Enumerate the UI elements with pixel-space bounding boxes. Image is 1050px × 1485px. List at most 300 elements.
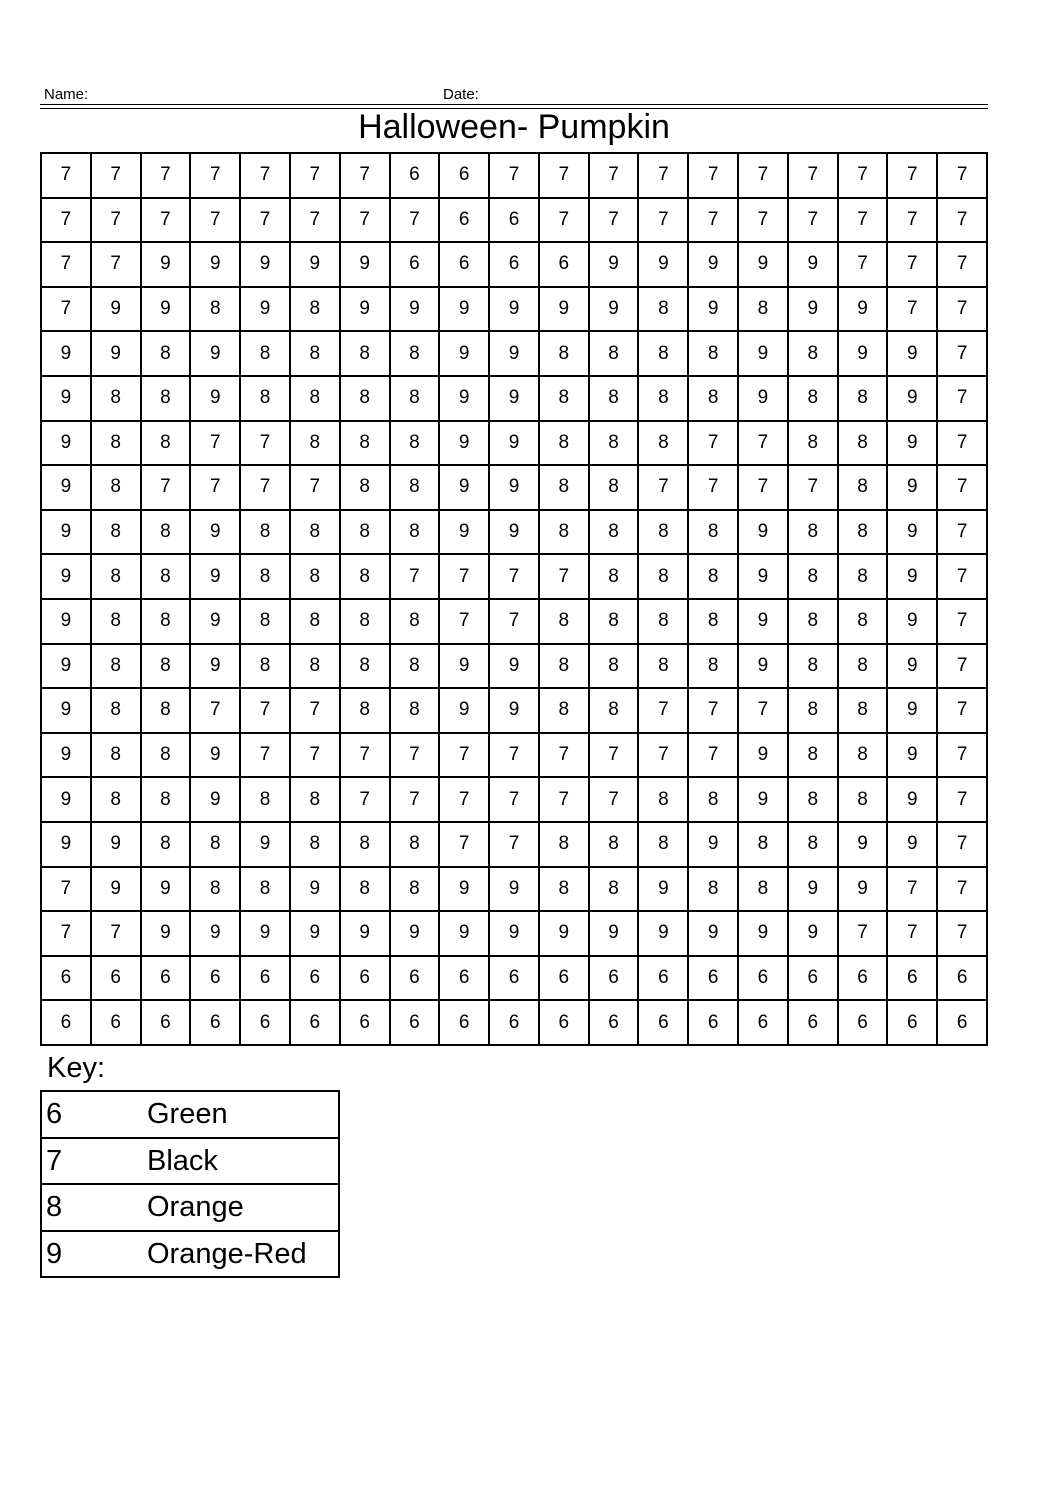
grid-cell: 7 — [540, 778, 590, 823]
grid-cell: 7 — [490, 555, 540, 600]
grid-cell: 6 — [440, 199, 490, 244]
grid-cell: 7 — [490, 823, 540, 868]
grid-cell: 6 — [440, 1001, 490, 1046]
grid-cell: 9 — [341, 243, 391, 288]
grid-cell: 9 — [42, 778, 92, 823]
grid-cell: 8 — [839, 600, 889, 645]
grid-cell: 8 — [391, 868, 441, 913]
grid-cell: 9 — [440, 511, 490, 556]
grid-cell: 7 — [191, 199, 241, 244]
grid-cell: 9 — [440, 288, 490, 333]
grid-cell: 8 — [341, 466, 391, 511]
key-color-name: Green — [147, 1098, 228, 1130]
grid-cell: 8 — [341, 645, 391, 690]
grid-cell: 7 — [938, 734, 988, 779]
grid-cell: 8 — [739, 868, 789, 913]
grid-cell: 9 — [42, 645, 92, 690]
grid-cell: 8 — [291, 823, 341, 868]
grid-cell: 7 — [341, 154, 391, 199]
grid-cell: 7 — [291, 689, 341, 734]
grid-cell: 8 — [839, 377, 889, 422]
grid-cell: 8 — [391, 511, 441, 556]
grid-cell: 6 — [440, 957, 490, 1002]
grid-cell: 7 — [739, 422, 789, 467]
key-color-name: Orange — [147, 1191, 244, 1223]
grid-cell: 8 — [341, 689, 391, 734]
grid-cell: 8 — [789, 511, 839, 556]
grid-cell: 9 — [789, 288, 839, 333]
grid-cell: 7 — [938, 689, 988, 734]
grid-cell: 7 — [291, 466, 341, 511]
grid-cell: 9 — [839, 288, 889, 333]
grid-cell: 9 — [341, 912, 391, 957]
grid-cell: 9 — [241, 823, 291, 868]
grid-cell: 8 — [789, 823, 839, 868]
grid-cell: 8 — [540, 689, 590, 734]
grid-cell: 7 — [341, 778, 391, 823]
grid-cell: 7 — [888, 199, 938, 244]
grid-cell: 8 — [241, 555, 291, 600]
grid-cell: 9 — [291, 912, 341, 957]
grid-cell: 9 — [490, 868, 540, 913]
grid-cell: 8 — [142, 377, 192, 422]
grid-cell: 9 — [92, 332, 142, 377]
grid-cell: 7 — [391, 199, 441, 244]
grid-cell: 8 — [241, 600, 291, 645]
key-color-name: Black — [147, 1144, 218, 1177]
key-row — [42, 1139, 338, 1186]
grid-cell: 9 — [490, 511, 540, 556]
grid-cell: 9 — [739, 912, 789, 957]
grid-cell: 7 — [938, 511, 988, 556]
grid-cell: 7 — [92, 912, 142, 957]
grid-cell: 9 — [639, 868, 689, 913]
grid-cell: 9 — [590, 243, 640, 288]
grid-cell: 9 — [440, 332, 490, 377]
grid-cell: 8 — [291, 645, 341, 690]
grid-cell: 7 — [590, 199, 640, 244]
grid-cell: 7 — [241, 199, 291, 244]
grid-cell: 8 — [689, 511, 739, 556]
grid-cell: 9 — [739, 734, 789, 779]
grid-cell: 7 — [639, 466, 689, 511]
grid-cell: 7 — [191, 466, 241, 511]
grid-cell: 7 — [739, 154, 789, 199]
grid-cell: 8 — [590, 422, 640, 467]
grid-cell: 9 — [42, 332, 92, 377]
grid-cell: 7 — [739, 466, 789, 511]
grid-cell: 8 — [739, 823, 789, 868]
grid-cell: 8 — [142, 823, 192, 868]
grid-cell: 7 — [938, 154, 988, 199]
grid-cell: 8 — [789, 600, 839, 645]
grid-cell: 8 — [291, 511, 341, 556]
grid-cell: 8 — [191, 288, 241, 333]
grid-cell: 9 — [888, 823, 938, 868]
grid-cell: 9 — [689, 823, 739, 868]
grid-cell: 9 — [42, 466, 92, 511]
grid-cell: 8 — [241, 868, 291, 913]
grid-cell: 8 — [590, 868, 640, 913]
grid-cell: 7 — [938, 243, 988, 288]
grid-cell: 9 — [540, 288, 590, 333]
grid-cell: 8 — [391, 377, 441, 422]
grid-cell: 9 — [142, 243, 192, 288]
grid-cell: 7 — [92, 243, 142, 288]
grid-cell: 7 — [839, 243, 889, 288]
grid-cell: 7 — [291, 154, 341, 199]
grid-cell: 6 — [938, 1001, 988, 1046]
grid-cell: 9 — [191, 555, 241, 600]
grid-cell: 9 — [739, 600, 789, 645]
grid-cell: 6 — [440, 243, 490, 288]
grid-cell: 8 — [142, 332, 192, 377]
grid-cell: 7 — [689, 689, 739, 734]
grid-cell: 9 — [191, 778, 241, 823]
grid-cell: 9 — [739, 377, 789, 422]
grid-cell: 6 — [639, 957, 689, 1002]
grid-cell: 8 — [391, 332, 441, 377]
grid-cell: 8 — [391, 600, 441, 645]
grid-cell: 8 — [291, 422, 341, 467]
grid-cell: 8 — [92, 555, 142, 600]
grid-cell: 9 — [191, 912, 241, 957]
grid-cell: 9 — [490, 689, 540, 734]
grid-cell: 7 — [440, 778, 490, 823]
grid-cell: 7 — [92, 154, 142, 199]
grid-cell: 8 — [739, 288, 789, 333]
grid-cell: 6 — [789, 957, 839, 1002]
key-number: 6 — [46, 1098, 63, 1130]
grid-cell: 7 — [142, 154, 192, 199]
grid-cell: 7 — [142, 199, 192, 244]
grid-cell: 9 — [590, 288, 640, 333]
grid-cell: 9 — [142, 912, 192, 957]
grid-cell: 8 — [639, 422, 689, 467]
grid-cell: 9 — [241, 912, 291, 957]
grid-cell: 7 — [540, 555, 590, 600]
grid-cell: 9 — [888, 645, 938, 690]
grid-cell: 7 — [490, 600, 540, 645]
grid-cell: 8 — [241, 778, 291, 823]
grid-cell: 8 — [291, 600, 341, 645]
grid-cell: 8 — [291, 778, 341, 823]
grid-cell: 7 — [191, 689, 241, 734]
grid-cell: 9 — [191, 645, 241, 690]
grid-cell: 9 — [839, 823, 889, 868]
grid-cell: 6 — [739, 957, 789, 1002]
grid-cell: 8 — [590, 823, 640, 868]
grid-cell: 6 — [689, 957, 739, 1002]
grid-cell: 6 — [490, 1001, 540, 1046]
grid-cell: 8 — [540, 645, 590, 690]
grid-cell: 8 — [191, 823, 241, 868]
grid-cell: 8 — [689, 332, 739, 377]
grid-cell: 8 — [142, 778, 192, 823]
grid-cell: 6 — [888, 957, 938, 1002]
grid-cell: 7 — [938, 778, 988, 823]
grid-cell: 9 — [639, 243, 689, 288]
grid-cell: 7 — [938, 555, 988, 600]
grid-cell: 9 — [839, 332, 889, 377]
grid-cell: 8 — [142, 645, 192, 690]
grid-cell: 7 — [839, 154, 889, 199]
grid-cell: 7 — [490, 778, 540, 823]
grid-cell: 9 — [739, 555, 789, 600]
grid-cell: 8 — [540, 868, 590, 913]
grid-cell: 9 — [739, 332, 789, 377]
grid-cell: 8 — [391, 466, 441, 511]
grid-cell: 8 — [839, 466, 889, 511]
grid-cell: 8 — [590, 332, 640, 377]
grid-cell: 7 — [291, 734, 341, 779]
grid-cell: 8 — [639, 332, 689, 377]
grid-cell: 8 — [92, 511, 142, 556]
grid-cell: 7 — [789, 154, 839, 199]
grid-cell: 8 — [839, 511, 889, 556]
grid-cell: 9 — [440, 377, 490, 422]
grid-cell: 9 — [42, 689, 92, 734]
grid-cell: 6 — [241, 1001, 291, 1046]
grid-cell: 9 — [888, 778, 938, 823]
grid-cell: 6 — [639, 1001, 689, 1046]
grid-cell: 9 — [440, 466, 490, 511]
grid-cell: 9 — [888, 466, 938, 511]
grid-cell: 8 — [92, 422, 142, 467]
grid-cell: 8 — [639, 555, 689, 600]
grid-cell: 7 — [590, 778, 640, 823]
key-label: Key: — [47, 1052, 106, 1084]
grid-cell: 7 — [490, 154, 540, 199]
grid-cell: 7 — [241, 689, 291, 734]
grid-cell: 9 — [42, 734, 92, 779]
grid-cell: 9 — [888, 511, 938, 556]
grid-cell: 7 — [341, 734, 391, 779]
grid-cell: 7 — [888, 243, 938, 288]
grid-cell: 6 — [789, 1001, 839, 1046]
grid-cell: 6 — [540, 1001, 590, 1046]
grid-cell: 7 — [42, 199, 92, 244]
grid-cell: 7 — [241, 154, 291, 199]
grid-cell: 9 — [789, 912, 839, 957]
grid-cell: 9 — [888, 377, 938, 422]
grid-cell: 6 — [590, 1001, 640, 1046]
grid-cell: 7 — [291, 199, 341, 244]
grid-cell: 8 — [142, 600, 192, 645]
grid-cell: 7 — [938, 466, 988, 511]
grid-cell: 9 — [191, 734, 241, 779]
grid-cell: 8 — [590, 377, 640, 422]
header-rule-top — [40, 104, 988, 105]
grid-cell: 6 — [191, 1001, 241, 1046]
grid-cell: 8 — [341, 511, 391, 556]
grid-cell: 6 — [540, 957, 590, 1002]
grid-cell: 6 — [938, 957, 988, 1002]
grid-cell: 6 — [391, 154, 441, 199]
grid-cell: 8 — [590, 466, 640, 511]
grid-cell: 7 — [739, 689, 789, 734]
grid-cell: 8 — [639, 823, 689, 868]
grid-cell: 9 — [888, 600, 938, 645]
grid-cell: 9 — [789, 243, 839, 288]
grid-cell: 9 — [639, 912, 689, 957]
grid-cell: 8 — [789, 377, 839, 422]
grid-cell: 6 — [191, 957, 241, 1002]
grid-cell: 9 — [92, 823, 142, 868]
grid-cell: 6 — [142, 1001, 192, 1046]
grid-cell: 8 — [540, 600, 590, 645]
grid-cell: 7 — [639, 734, 689, 779]
grid-cell: 7 — [42, 243, 92, 288]
grid-cell: 7 — [540, 199, 590, 244]
grid-cell: 7 — [888, 154, 938, 199]
grid-cell: 9 — [241, 243, 291, 288]
worksheet-title: Halloween- Pumpkin — [358, 108, 670, 146]
grid-cell: 7 — [391, 555, 441, 600]
grid-cell: 8 — [839, 778, 889, 823]
grid-cell: 8 — [391, 422, 441, 467]
grid-cell: 7 — [42, 154, 92, 199]
grid-cell: 8 — [639, 600, 689, 645]
grid-cell: 7 — [938, 288, 988, 333]
grid-cell: 9 — [42, 600, 92, 645]
grid-cell: 7 — [191, 422, 241, 467]
grid-cell: 9 — [490, 422, 540, 467]
grid-cell: 8 — [689, 868, 739, 913]
grid-cell: 6 — [291, 957, 341, 1002]
grid-cell: 7 — [639, 199, 689, 244]
key-number: 8 — [46, 1191, 63, 1223]
grid-cell: 9 — [888, 734, 938, 779]
grid-cell: 7 — [938, 332, 988, 377]
grid-cell: 8 — [341, 422, 391, 467]
grid-cell: 7 — [42, 868, 92, 913]
grid-cell: 9 — [540, 912, 590, 957]
grid-cell: 7 — [191, 154, 241, 199]
grid-cell: 9 — [739, 243, 789, 288]
grid-cell: 8 — [291, 555, 341, 600]
grid-cell: 8 — [789, 734, 839, 779]
grid-cell: 8 — [590, 600, 640, 645]
grid-cell: 9 — [391, 288, 441, 333]
grid-cell: 6 — [839, 1001, 889, 1046]
grid-cell: 7 — [938, 422, 988, 467]
grid-cell: 7 — [888, 868, 938, 913]
grid-cell: 9 — [42, 823, 92, 868]
grid-cell: 6 — [341, 1001, 391, 1046]
grid-cell: 9 — [42, 555, 92, 600]
grid-cell: 9 — [490, 912, 540, 957]
grid-cell: 7 — [440, 734, 490, 779]
grid-cell: 7 — [689, 154, 739, 199]
grid-cell: 6 — [391, 1001, 441, 1046]
grid-cell: 6 — [839, 957, 889, 1002]
grid-cell: 8 — [92, 734, 142, 779]
grid-cell: 8 — [291, 332, 341, 377]
grid-cell: 8 — [191, 868, 241, 913]
grid-cell: 8 — [639, 377, 689, 422]
grid-cell: 8 — [241, 511, 291, 556]
grid-cell: 8 — [92, 645, 142, 690]
grid-cell: 7 — [42, 912, 92, 957]
grid-cell: 7 — [938, 823, 988, 868]
grid-cell: 8 — [92, 778, 142, 823]
grid-cell: 8 — [540, 377, 590, 422]
grid-cell: 7 — [938, 645, 988, 690]
grid-cell: 7 — [739, 199, 789, 244]
grid-cell: 8 — [540, 466, 590, 511]
grid-cell: 7 — [142, 466, 192, 511]
grid-cell: 7 — [391, 734, 441, 779]
grid-cell: 8 — [341, 332, 391, 377]
grid-cell: 9 — [42, 422, 92, 467]
grid-cell: 7 — [938, 377, 988, 422]
grid-cell: 9 — [490, 645, 540, 690]
grid-cell: 9 — [689, 912, 739, 957]
grid-cell: 8 — [241, 332, 291, 377]
grid-cell: 8 — [92, 377, 142, 422]
date-label: Date: — [443, 86, 479, 103]
grid-cell: 9 — [739, 511, 789, 556]
grid-cell: 6 — [42, 1001, 92, 1046]
grid-cell: 7 — [938, 912, 988, 957]
grid-cell: 7 — [241, 734, 291, 779]
grid-cell: 8 — [341, 555, 391, 600]
grid-cell: 7 — [590, 154, 640, 199]
grid-cell: 9 — [590, 912, 640, 957]
grid-cell: 6 — [490, 243, 540, 288]
grid-cell: 8 — [391, 645, 441, 690]
grid-cell: 8 — [142, 422, 192, 467]
grid-cell: 8 — [341, 377, 391, 422]
color-key-table — [40, 1090, 340, 1278]
grid-cell: 8 — [142, 734, 192, 779]
grid-cell: 9 — [440, 422, 490, 467]
grid-cell: 7 — [440, 600, 490, 645]
key-row — [42, 1232, 338, 1279]
grid-cell: 9 — [440, 868, 490, 913]
grid-cell: 8 — [789, 422, 839, 467]
grid-cell: 8 — [92, 466, 142, 511]
grid-cell: 8 — [241, 645, 291, 690]
grid-cell: 7 — [789, 199, 839, 244]
grid-cell: 8 — [789, 332, 839, 377]
grid-cell: 8 — [142, 555, 192, 600]
grid-cell: 9 — [191, 511, 241, 556]
grid-cell: 7 — [938, 600, 988, 645]
grid-cell: 6 — [689, 1001, 739, 1046]
grid-cell: 6 — [391, 243, 441, 288]
grid-cell: 9 — [490, 288, 540, 333]
grid-cell: 8 — [341, 600, 391, 645]
grid-cell: 9 — [490, 332, 540, 377]
grid-cell: 7 — [938, 868, 988, 913]
key-row — [42, 1185, 338, 1232]
grid-cell: 8 — [590, 689, 640, 734]
grid-cell: 8 — [689, 377, 739, 422]
grid-cell: 8 — [689, 600, 739, 645]
grid-cell: 9 — [291, 868, 341, 913]
grid-cell: 7 — [241, 422, 291, 467]
grid-cell: 9 — [191, 600, 241, 645]
key-number: 7 — [46, 1144, 63, 1177]
grid-cell: 8 — [689, 778, 739, 823]
grid-cell: 9 — [789, 868, 839, 913]
grid-cell: 7 — [92, 199, 142, 244]
grid-cell: 9 — [92, 868, 142, 913]
grid-cell: 7 — [888, 912, 938, 957]
worksheet-header — [44, 84, 988, 104]
